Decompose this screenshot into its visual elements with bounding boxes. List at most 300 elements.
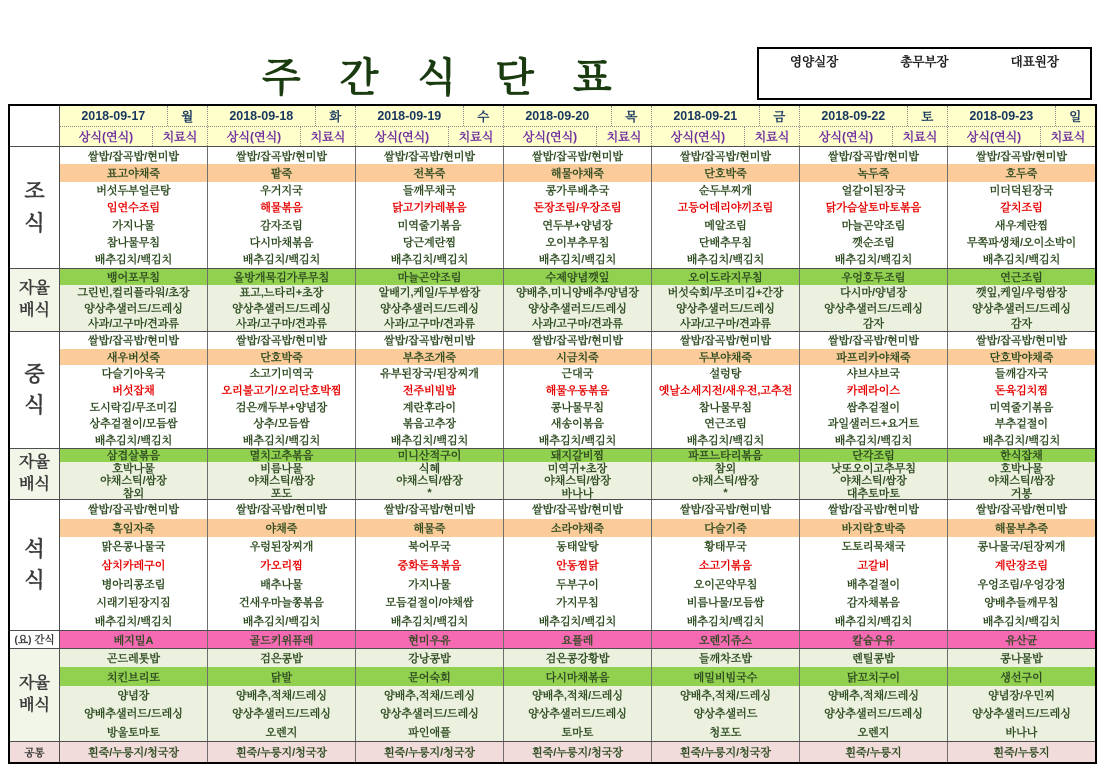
menu-item-cell: 갈치조림 [1000, 202, 1043, 215]
header-type-row [60, 126, 207, 147]
menu-item-cell: 야채스틱/쌈장 [800, 474, 947, 487]
menu-item-cell: 소고기미역국 [249, 368, 314, 381]
day-column [60, 649, 207, 741]
day-column [60, 631, 207, 648]
menu-item-cell: 배추김치/백김치 [242, 434, 321, 447]
day-column [947, 147, 1095, 268]
day-column [651, 269, 799, 331]
day-column [651, 742, 799, 762]
menu-item-cell: 한식잡채 [948, 449, 1095, 462]
menu-item-cell: * [356, 487, 503, 500]
menu-item-cell: 흑임자죽 [60, 519, 207, 538]
menu-item-cell: 배추김치/백김치 [242, 615, 321, 628]
menu-item-cell: 양상추샐러드/드레싱 [652, 300, 799, 316]
menu-item-cell: 오이곤약무침 [693, 578, 758, 591]
menu-item-cell: 닭가슴살토마토볶음 [825, 202, 922, 215]
menu-item-cell: 쌀밥/잡곡밥/현미밥 [827, 504, 920, 517]
day-column [947, 631, 1095, 648]
menu-item-cell: 포도 [208, 487, 355, 500]
header-type-row [800, 126, 947, 147]
menu-item-cell: 건새우마늘쫑볶음 [238, 597, 324, 610]
header-date-row [208, 106, 355, 126]
menu-item-cell: 멸치고추볶음 [208, 449, 355, 462]
menu-item-cell: 맑은콩나물국 [101, 541, 166, 554]
menu-item-cell: 야채스틱/쌈장 [652, 474, 799, 487]
day-column [207, 742, 355, 762]
day-column [947, 332, 1095, 448]
menu-item-cell: 연근조림 [948, 269, 1095, 285]
menu-item-cell: 청포도 [652, 723, 799, 741]
menu-item-cell: 가지무침 [556, 597, 599, 610]
approval-role-label: 영양실장 [790, 55, 839, 69]
menu-item-cell: 다슬기죽 [652, 519, 799, 538]
menu-item-cell: 부추겉절이 [994, 418, 1049, 431]
menu-item-cell: 양상추샐러드/드레싱 [60, 300, 207, 316]
day-column [503, 500, 651, 630]
menu-item-cell: 전주비빔밥 [402, 384, 457, 397]
menu-item-cell: 야채스틱/쌈장 [60, 474, 207, 487]
menu-item-cell: 배추김치/백김치 [834, 254, 913, 267]
menu-item-cell: 다시마채볶음 [249, 237, 314, 250]
menu-item-cell: 배추김치/백김치 [686, 615, 765, 628]
menu-item-cell: 야채스틱/쌈장 [948, 474, 1095, 487]
day-column [947, 500, 1095, 630]
section-dinner [10, 499, 1095, 630]
day-column [799, 742, 947, 762]
header-day-column [503, 106, 651, 146]
menu-item-cell: 요플레 [504, 631, 651, 648]
menu-item-cell: 미역줄기볶음 [989, 401, 1054, 414]
weekday-cell: 일 [1055, 106, 1095, 126]
menu-item-cell: 사과/고구마/견과류 [208, 316, 355, 332]
day-column [947, 269, 1095, 331]
section-label-text: (요) 간식 [14, 634, 55, 646]
day-column [651, 649, 799, 741]
menu-item-cell: 쌀밥/잡곡밥/현미밥 [679, 150, 772, 163]
menu-item-cell: 알배기,케일/두부쌈장 [356, 285, 503, 301]
menu-item-cell: 오리불고기/오리단호박찜 [221, 384, 342, 397]
header-date-row [504, 106, 651, 126]
menu-item-cell: 참외 [60, 487, 207, 500]
day-column [60, 742, 207, 762]
day-column [207, 500, 355, 630]
section-label-text: 공통 [24, 746, 45, 759]
day-column [799, 147, 947, 268]
menu-item-cell: 가지나물 [112, 219, 155, 232]
day-column [503, 649, 651, 741]
menu-item-cell: 단각조림 [800, 449, 947, 462]
menu-item-cell: 치킨브리또 [60, 667, 207, 685]
menu-item-cell: 우엉호두조림 [800, 269, 947, 285]
menu-item-cell: 부추조개죽 [356, 349, 503, 366]
menu-item-cell: 팥죽 [208, 164, 355, 181]
header-day-column [651, 106, 799, 146]
menu-item-cell: 양배추들깨무침 [984, 597, 1059, 610]
diet-type-normal-cell: 상식(연식) [818, 129, 874, 144]
menu-item-cell: 양배추샐러드/드레싱 [60, 704, 207, 722]
menu-item-cell: 양배추,적채/드레싱 [652, 686, 799, 704]
menu-item-cell: 고등어데리야끼조림 [677, 202, 774, 215]
day-column [355, 649, 503, 741]
diet-type-therapy-cell: 치료식 [596, 127, 651, 147]
menu-item-cell: 쌀밥/잡곡밥/현미밥 [531, 504, 624, 517]
menu-item-cell: 바나나 [948, 723, 1095, 741]
menu-item-cell: 배추김치/백김치 [538, 434, 617, 447]
menu-item-cell: 미역줄기볶음 [397, 219, 462, 232]
menu-item-cell: 옛날소세지전/새우전,고추전 [658, 384, 793, 397]
menu-item-cell: 문어숙회 [356, 667, 503, 685]
menu-item-cell: 야채스틱/쌈장 [208, 474, 355, 487]
menu-item-cell: 얼갈이된장국 [841, 185, 906, 198]
menu-item-cell: 감자 [948, 316, 1095, 332]
day-column [651, 147, 799, 268]
menu-item-cell: 북어무국 [408, 541, 451, 554]
header-type-row [208, 126, 355, 147]
day-column [947, 449, 1095, 499]
menu-item-cell: 순두부찌개 [698, 185, 753, 198]
day-column [207, 332, 355, 448]
menu-item-cell: 바지락호박죽 [800, 519, 947, 538]
menu-item-cell: 닭꼬치구이 [800, 667, 947, 685]
menu-item-cell: 방울토마토 [60, 723, 207, 741]
menu-item-cell: 쌀밥/잡곡밥/현미밥 [383, 504, 476, 517]
section-columns [60, 449, 1095, 499]
menu-item-cell: 검은콩강황밥 [504, 649, 651, 667]
menu-item-cell: 배추겉절이 [846, 578, 901, 591]
diet-type-therapy-cell: 치료식 [152, 127, 207, 147]
menu-item-cell: 쌀밥/잡곡밥/현미밥 [87, 335, 180, 348]
menu-item-cell: 닭고기카레볶음 [392, 202, 467, 215]
menu-item-cell: 단호박야채죽 [948, 349, 1095, 366]
diet-type-therapy-cell: 치료식 [1040, 127, 1095, 147]
menu-item-cell: 샤브샤브국 [846, 368, 901, 381]
section-breakfast [10, 146, 1095, 268]
menu-item-cell: 다시마/양념장 [800, 285, 947, 301]
menu-item-cell: 쌀밥/잡곡밥/현미밥 [679, 504, 772, 517]
menu-item-cell: 배추김치/백김치 [94, 254, 173, 267]
menu-item-cell: 마늘곤약조림 [356, 269, 503, 285]
date-cell: 2018-09-23 [969, 108, 1034, 123]
menu-item-cell: 쌀밥/잡곡밥/현미밥 [531, 335, 624, 348]
menu-item-cell: 상추겉절이/모듬쌈 [89, 418, 178, 431]
section-label [10, 649, 60, 741]
menu-item-cell: 들깨무채국 [402, 185, 457, 198]
day-column [207, 147, 355, 268]
menu-item-cell: 양념장/우민찌 [948, 686, 1095, 704]
menu-item-cell: 해물죽 [356, 519, 503, 538]
menu-item-cell: 연두부+양념장 [542, 219, 613, 232]
menu-item-cell: 쌀밥/잡곡밥/현미밥 [975, 335, 1068, 348]
menu-item-cell: 삼겹살볶음 [60, 449, 207, 462]
section-label-text: 자율배식 [19, 454, 50, 493]
section-label [10, 332, 60, 448]
menu-item-cell: 배추김치/백김치 [390, 434, 469, 447]
menu-item-cell: 참나물무침 [106, 237, 161, 250]
menu-item-cell: 곤드레톳밥 [60, 649, 207, 667]
menu-item-cell: 사과/고구마/견과류 [504, 316, 651, 332]
day-column [651, 500, 799, 630]
menu-item-cell: 다슬기아욱국 [101, 368, 166, 381]
menu-item-cell: 임연수조림 [106, 202, 161, 215]
menu-item-cell: * [652, 487, 799, 500]
day-column [60, 449, 207, 499]
section-snack [10, 630, 1095, 648]
menu-item-cell: 양상추샐러드/드레싱 [208, 704, 355, 722]
section-label-text: 조식 [24, 180, 45, 235]
header-type-row [504, 126, 651, 147]
menu-item-cell: 쌀밥/잡곡밥/현미밥 [235, 335, 328, 348]
approval-signature-box [757, 47, 1092, 100]
menu-item-cell: 쌀밥/잡곡밥/현미밥 [679, 335, 772, 348]
menu-item-cell: 야채스틱/쌈장 [356, 474, 503, 487]
weekday-cell: 토 [907, 106, 947, 126]
menu-item-cell: 수제양념깻잎 [504, 269, 651, 285]
menu-item-cell: 들깨감자국 [994, 368, 1049, 381]
diet-type-normal-cell: 상식(연식) [522, 129, 578, 144]
menu-item-cell: 메밀비빔국수 [652, 667, 799, 685]
day-column [947, 742, 1095, 762]
menu-item-cell: 돼지갈비찜 [504, 449, 651, 462]
day-column [799, 332, 947, 448]
day-column [503, 147, 651, 268]
menu-item-cell: 배추김치/백김치 [242, 254, 321, 267]
menu-item-cell: 감자조림 [260, 219, 303, 232]
section-columns [60, 500, 1095, 630]
menu-item-cell: 배추김치/백김치 [982, 434, 1061, 447]
section-lunch [10, 331, 1095, 448]
menu-item-cell: 오이도라지무침 [652, 269, 799, 285]
menu-item-cell: 들깨차조밥 [652, 649, 799, 667]
menu-item-cell: 중화돈육볶음 [397, 559, 462, 572]
section-label [10, 500, 60, 630]
header-day-column [60, 106, 207, 146]
menu-item-cell: 무쪽파생채/오이소박이 [966, 237, 1077, 250]
menu-item-cell: 볶음고추장 [402, 418, 457, 431]
menu-item-cell: 양상추샐러드/드레싱 [948, 704, 1095, 722]
date-cell: 2018-09-20 [525, 108, 590, 123]
menu-item-cell: 배추김치/백김치 [390, 615, 469, 628]
menu-item-cell: 돈육김치찜 [994, 384, 1049, 397]
menu-item-cell: 현미우유 [356, 631, 503, 648]
day-column [207, 269, 355, 331]
day-column [651, 631, 799, 648]
approval-role-label: 총무부장 [900, 55, 949, 69]
menu-item-cell: 양배추,적채/드레싱 [208, 686, 355, 704]
day-column [355, 147, 503, 268]
menu-item-cell: 설렁탕 [709, 368, 742, 381]
menu-item-cell: 거봉 [948, 487, 1095, 500]
menu-item-cell: 마늘곤약조림 [841, 219, 906, 232]
menu-item-cell: 오렌지쥬스 [652, 631, 799, 648]
weekday-cell: 월 [167, 106, 207, 126]
day-column [503, 742, 651, 762]
menu-item-cell: 소라야채죽 [504, 519, 651, 538]
day-column [799, 449, 947, 499]
menu-item-cell: 버섯두부얼큰탕 [96, 185, 171, 198]
menu-item-cell: 미니산적구이 [356, 449, 503, 462]
header-type-row [652, 126, 799, 147]
day-column [60, 269, 207, 331]
day-column [355, 269, 503, 331]
menu-item-cell: 전복죽 [356, 164, 503, 181]
menu-item-cell: 배추김치/백김치 [390, 254, 469, 267]
menu-item-cell: 토마토 [504, 723, 651, 741]
menu-item-cell: 바나나 [504, 487, 651, 500]
menu-item-cell: 흰죽/누룽지/청국장 [356, 742, 503, 762]
diet-type-therapy-cell: 치료식 [744, 127, 799, 147]
day-column [60, 147, 207, 268]
menu-item-cell: 호두죽 [948, 164, 1095, 181]
section-label [10, 631, 60, 648]
menu-item-cell: 양상추샐러드/드레싱 [356, 300, 503, 316]
weekday-cell: 수 [463, 106, 503, 126]
menu-item-cell: 삼치카레구이 [101, 559, 166, 572]
menu-item-cell: 양배추,적채/드레싱 [356, 686, 503, 704]
header-day-column [947, 106, 1095, 146]
section-label [10, 449, 60, 499]
header-date-row [356, 106, 503, 126]
section-free-breakfast [10, 268, 1095, 331]
menu-item-cell: 유산균 [948, 631, 1095, 648]
date-cell: 2018-09-18 [229, 108, 294, 123]
menu-item-cell: 배추김치/백김치 [982, 615, 1061, 628]
menu-item-cell: 그린빈,컬리플라워/초장 [60, 285, 207, 301]
menu-item-cell: 배추김치/백김치 [686, 434, 765, 447]
menu-item-cell: 표고,느타리+초장 [208, 285, 355, 301]
header-date-row [948, 106, 1095, 126]
menu-item-cell: 돈장조림/우장조림 [533, 202, 622, 215]
menu-item-cell: 흰죽/누룽지 [800, 742, 947, 762]
menu-item-cell: 쌀밥/잡곡밥/현미밥 [383, 335, 476, 348]
section-columns [60, 269, 1095, 331]
menu-item-cell: 콩나물무침 [550, 401, 605, 414]
section-free-dinner [10, 648, 1095, 741]
section-columns [60, 147, 1095, 268]
diet-type-normal-cell: 상식(연식) [374, 129, 430, 144]
menu-item-cell: 깻순조림 [852, 237, 895, 250]
menu-item-cell: 해물우동볶음 [545, 384, 610, 397]
menu-item-cell: 메알조림 [704, 219, 747, 232]
menu-item-cell: 강낭콩밥 [356, 649, 503, 667]
header-corner-cell [10, 106, 60, 146]
menu-item-cell: 쌀밥/잡곡밥/현미밥 [235, 504, 328, 517]
menu-item-cell: 우거지국 [260, 185, 303, 198]
menu-item-cell: 콩나물밥 [948, 649, 1095, 667]
menu-item-cell: 낫또오이고추무침 [800, 462, 947, 475]
diet-type-normal-cell: 상식(연식) [670, 129, 726, 144]
page-title: 주 간 식 단 표 [262, 56, 626, 100]
menu-item-cell: 모듬겉절이/야채쌈 [385, 597, 474, 610]
section-label-text: 석식 [24, 537, 45, 592]
date-cell: 2018-09-21 [673, 108, 738, 123]
menu-item-cell: 새우계란찜 [994, 219, 1049, 232]
menu-item-cell: 카레라이스 [846, 384, 901, 397]
day-column [947, 649, 1095, 741]
day-column [207, 649, 355, 741]
menu-item-cell: 흰죽/누룽지/청국장 [652, 742, 799, 762]
menu-item-cell: 배추김치/백김치 [834, 434, 913, 447]
menu-item-cell: 배추김치/백김치 [538, 254, 617, 267]
day-column [355, 742, 503, 762]
day-column [503, 449, 651, 499]
day-column [503, 332, 651, 448]
menu-item-cell: 계란후라이 [402, 401, 457, 414]
section-label [10, 147, 60, 268]
menu-item-cell: 검은콩밥 [208, 649, 355, 667]
diet-type-therapy-cell: 치료식 [300, 127, 355, 147]
menu-item-cell: 소고기볶음 [698, 559, 753, 572]
menu-item-cell: 해물야채죽 [504, 164, 651, 181]
header-date-row [800, 106, 947, 126]
menu-item-cell: 녹두죽 [800, 164, 947, 181]
menu-item-cell: 파프느타리볶음 [652, 449, 799, 462]
menu-item-cell: 쌀밥/잡곡밥/현미밥 [87, 504, 180, 517]
menu-item-cell: 고갈비 [857, 559, 890, 572]
menu-item-cell: 도시락김/무조미김 [89, 401, 178, 414]
menu-item-cell: 쌀밥/잡곡밥/현미밥 [235, 150, 328, 163]
day-column [503, 269, 651, 331]
menu-item-cell: 미역귀+초장 [504, 462, 651, 475]
diet-type-normal-cell: 상식(연식) [966, 129, 1022, 144]
menu-item-cell: 콩나물국/된장찌개 [977, 541, 1066, 554]
menu-item-cell: 도토리묵채국 [841, 541, 906, 554]
menu-item-cell: 검은깨두부+양념장 [235, 401, 328, 414]
menu-item-cell: 비름나물/모듬쌈 [686, 597, 765, 610]
menu-item-cell: 호박나물 [60, 462, 207, 475]
menu-table [8, 104, 1097, 764]
menu-item-cell: 쌈추겉절이 [846, 401, 901, 414]
day-column [207, 449, 355, 499]
date-cell: 2018-09-17 [81, 108, 146, 123]
menu-item-cell: 렌틸콩밥 [800, 649, 947, 667]
menu-item-cell: 뱅어포무침 [60, 269, 207, 285]
menu-item-cell: 흰죽/누룽지/청국장 [60, 742, 207, 762]
menu-item-cell: 쌀밥/잡곡밥/현미밥 [87, 150, 180, 163]
approval-role-label: 대표원장 [1010, 55, 1059, 69]
menu-item-cell: 단호박죽 [652, 164, 799, 181]
menu-item-cell: 근대국 [561, 368, 594, 381]
menu-item-cell: 쌀밥/잡곡밥/현미밥 [383, 150, 476, 163]
menu-item-cell: 양상추샐러드/드레싱 [208, 300, 355, 316]
menu-item-cell: 오렌지 [800, 723, 947, 741]
day-column [355, 332, 503, 448]
header-date-row [652, 106, 799, 126]
menu-item-cell: 양상추샐러드/드레싱 [800, 704, 947, 722]
day-column [651, 332, 799, 448]
menu-item-cell: 미더덕된장국 [989, 185, 1054, 198]
header-date-row [60, 106, 207, 126]
menu-item-cell: 흰죽/누룽지/청국장 [208, 742, 355, 762]
day-column [355, 631, 503, 648]
menu-item-cell: 골드키위퓨레 [208, 631, 355, 648]
menu-item-cell: 계란장조림 [994, 559, 1049, 572]
menu-item-cell: 닭발 [208, 667, 355, 685]
menu-item-cell: 단배추무침 [698, 237, 753, 250]
diet-type-therapy-cell: 치료식 [448, 127, 503, 147]
menu-item-cell: 쌀밥/잡곡밥/현미밥 [531, 150, 624, 163]
section-label-text: 자율배식 [19, 675, 50, 714]
menu-item-cell: 양상추샐러드/드레싱 [800, 300, 947, 316]
menu-item-cell: 칼슘우유 [800, 631, 947, 648]
header-type-row [948, 126, 1095, 147]
menu-item-cell: 가오리찜 [260, 559, 303, 572]
date-cell: 2018-09-19 [377, 108, 442, 123]
menu-item-cell: 상추/모듬쌈 [253, 418, 310, 431]
date-cell: 2018-09-22 [821, 108, 886, 123]
day-column [799, 631, 947, 648]
menu-item-cell: 양배추,미니양배추/양념장 [504, 285, 651, 301]
menu-item-cell: 배추나물 [260, 578, 303, 591]
